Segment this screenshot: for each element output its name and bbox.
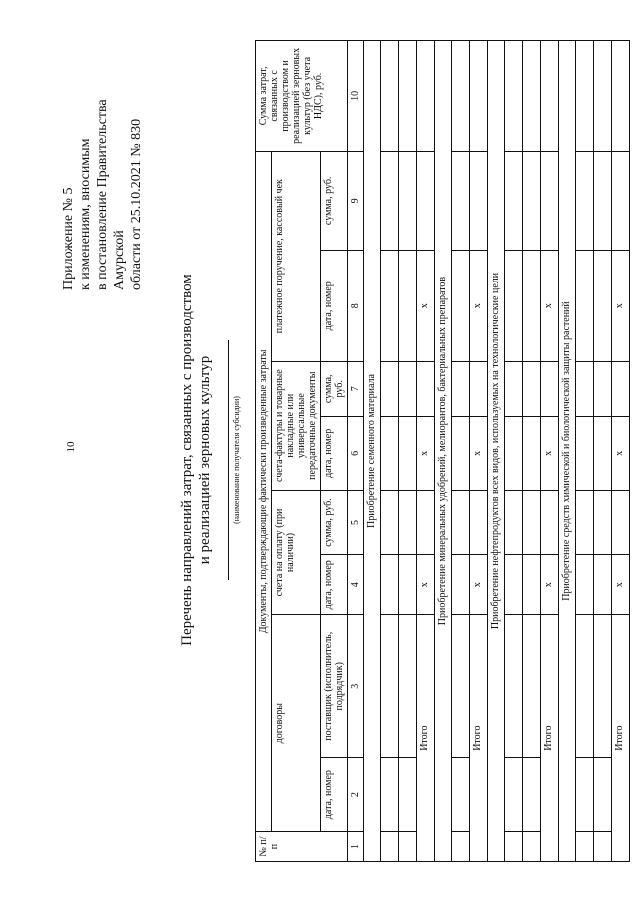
table-cell [399, 416, 417, 490]
table-cell [505, 758, 523, 832]
table-cell [576, 555, 594, 615]
table-cell [523, 832, 541, 862]
table-cell [381, 361, 399, 416]
header-payment-sum: сумма, руб. [321, 151, 348, 250]
table-cell [399, 555, 417, 615]
table-cell [399, 490, 417, 555]
section-title: Приобретение нефтепродуктов всех видов, используемых на технологические цели [488, 41, 505, 862]
table-cell [505, 151, 523, 250]
column-number: 10 [348, 41, 364, 152]
table-cell [594, 250, 612, 361]
table-cell [594, 490, 612, 555]
na-mark: х [417, 250, 435, 361]
appendix-line-3: в постановление Правительства Амурской [95, 99, 127, 290]
table-cell [523, 361, 541, 416]
table-cell [452, 555, 470, 615]
table-cell [594, 361, 612, 416]
table-cell [505, 416, 523, 490]
table-cell [417, 361, 435, 416]
table-cell [523, 151, 541, 250]
table-cell [612, 151, 630, 250]
na-mark: х [541, 250, 559, 361]
table-cell [452, 151, 470, 250]
table-cell [381, 758, 399, 832]
table-cell [452, 758, 470, 832]
table-cell [576, 151, 594, 250]
header-contracts: договоры [272, 615, 321, 832]
table-cell [576, 758, 594, 832]
table-cell [523, 555, 541, 615]
table-cell [381, 41, 399, 152]
table-cell [399, 615, 417, 758]
table-cell [594, 832, 612, 862]
table-cell [523, 615, 541, 758]
table-cell [417, 490, 435, 555]
table-cell [470, 490, 488, 555]
column-number: 9 [348, 151, 364, 250]
na-mark: х [612, 250, 630, 361]
table-cell [541, 41, 559, 152]
column-number: 4 [348, 555, 364, 615]
total-label: Итого [470, 615, 488, 862]
table-cell [612, 361, 630, 416]
table-cell [452, 361, 470, 416]
table-cell [381, 555, 399, 615]
total-label: Итого [417, 615, 435, 862]
header-supplier: поставщик (исполнитель, подрядчик) [321, 615, 348, 758]
table-cell [470, 151, 488, 250]
header-waybill-sum: сумма, руб. [321, 361, 348, 416]
na-mark: х [470, 416, 488, 490]
table-cell [381, 250, 399, 361]
header-waybills: счета-фактуры и товарные накладные или универсальные передаточные документы [272, 361, 321, 490]
table-cell [470, 361, 488, 416]
table-cell [523, 250, 541, 361]
na-mark: х [417, 555, 435, 615]
table-cell [576, 41, 594, 152]
header-invoice-sum: сумма, руб. [321, 490, 348, 555]
table-cell [452, 41, 470, 152]
table-cell [452, 250, 470, 361]
table-cell [576, 416, 594, 490]
table-cell [452, 416, 470, 490]
title-line-1: Перечень направлений затрат, связанных с производством [179, 274, 195, 646]
table-cell [452, 832, 470, 862]
table-cell [541, 490, 559, 555]
appendix-line-1: Приложение № 5 [61, 187, 76, 290]
na-mark: х [417, 416, 435, 490]
table-cell [612, 490, 630, 555]
column-number: 6 [348, 416, 364, 490]
table-cell [381, 416, 399, 490]
table-cell [541, 361, 559, 416]
header-waybill-date: дата, номер [321, 416, 348, 490]
na-mark: х [541, 416, 559, 490]
total-label: Итого [612, 615, 630, 862]
table-cell [612, 41, 630, 152]
table-cell [381, 615, 399, 758]
header-total-cost: Сумма затрат, связанных с производством и реализацией зерновых культур (без учета НДС), руб. [256, 41, 348, 152]
table-cell [576, 490, 594, 555]
table-cell [381, 832, 399, 862]
na-mark: х [470, 250, 488, 361]
recipient-caption: (наименование получателя субсидии) [232, 396, 241, 524]
table-cell [505, 250, 523, 361]
table-cell [594, 41, 612, 152]
column-number: 3 [348, 615, 364, 758]
table-cell [381, 490, 399, 555]
header-num: № п/ п [256, 832, 348, 862]
table-cell [523, 490, 541, 555]
appendix-block [60, 40, 145, 290]
table-cell [523, 758, 541, 832]
header-contract-date: дата, номер [321, 758, 348, 832]
na-mark: х [541, 555, 559, 615]
table-cell [505, 615, 523, 758]
table-cell [417, 41, 435, 152]
table-cell [505, 41, 523, 152]
table-cell [381, 151, 399, 250]
document-title [178, 220, 214, 700]
table-cell [523, 416, 541, 490]
table-cell [399, 41, 417, 152]
table-cell [576, 250, 594, 361]
table-cell [399, 361, 417, 416]
table-cell [417, 151, 435, 250]
table-cell [452, 490, 470, 555]
appendix-line-4: области от 25.10.2021 № 830 [129, 118, 144, 290]
table-cell [594, 416, 612, 490]
table-cell [594, 758, 612, 832]
table-cell [594, 555, 612, 615]
table-cell [452, 615, 470, 758]
column-number: 2 [348, 758, 364, 832]
table-cell [399, 250, 417, 361]
table-cell [576, 615, 594, 758]
na-mark: х [612, 555, 630, 615]
section-title: Приобретение минеральных удобрений, мелиорантов, бактериальных препаратов [435, 41, 452, 862]
na-mark: х [470, 555, 488, 615]
column-number: 7 [348, 361, 364, 416]
page-number: 10 [65, 441, 77, 453]
total-label: Итого [541, 615, 559, 862]
column-number: 5 [348, 490, 364, 555]
table-cell [399, 832, 417, 862]
table-cell [505, 361, 523, 416]
header-payments: платежное поручение, кассовый чек [272, 151, 321, 361]
table-cell [505, 490, 523, 555]
table-cell [594, 615, 612, 758]
header-docs-group: Документы, подтверждающие фактически произведенные затраты [256, 151, 272, 831]
section-title: Приобретение средств химической и биологической защиты растений [559, 41, 576, 862]
table-cell [399, 151, 417, 250]
header-payment-date: дата, номер [321, 250, 348, 361]
table-cell [505, 555, 523, 615]
table-cell [594, 151, 612, 250]
table-cell [523, 41, 541, 152]
table-cell [576, 832, 594, 862]
title-line-2: и реализацией зерновых культур [197, 355, 213, 565]
column-number: 8 [348, 250, 364, 361]
table-cell [576, 361, 594, 416]
appendix-line-2: к изменениям, вносимым [78, 138, 93, 290]
table-cell [505, 832, 523, 862]
expenses-table [255, 40, 630, 862]
table-cell [399, 758, 417, 832]
recipient-underline [228, 340, 229, 580]
column-number: 1 [348, 832, 364, 862]
table-cell [470, 41, 488, 152]
table-cell [541, 151, 559, 250]
header-invoices: счета на оплату (при наличии) [272, 490, 321, 615]
document-sheet [0, 20, 640, 880]
na-mark: х [612, 416, 630, 490]
section-title: Приобретение семенного материала [364, 41, 381, 862]
header-invoice-date: дата, номер [321, 555, 348, 615]
